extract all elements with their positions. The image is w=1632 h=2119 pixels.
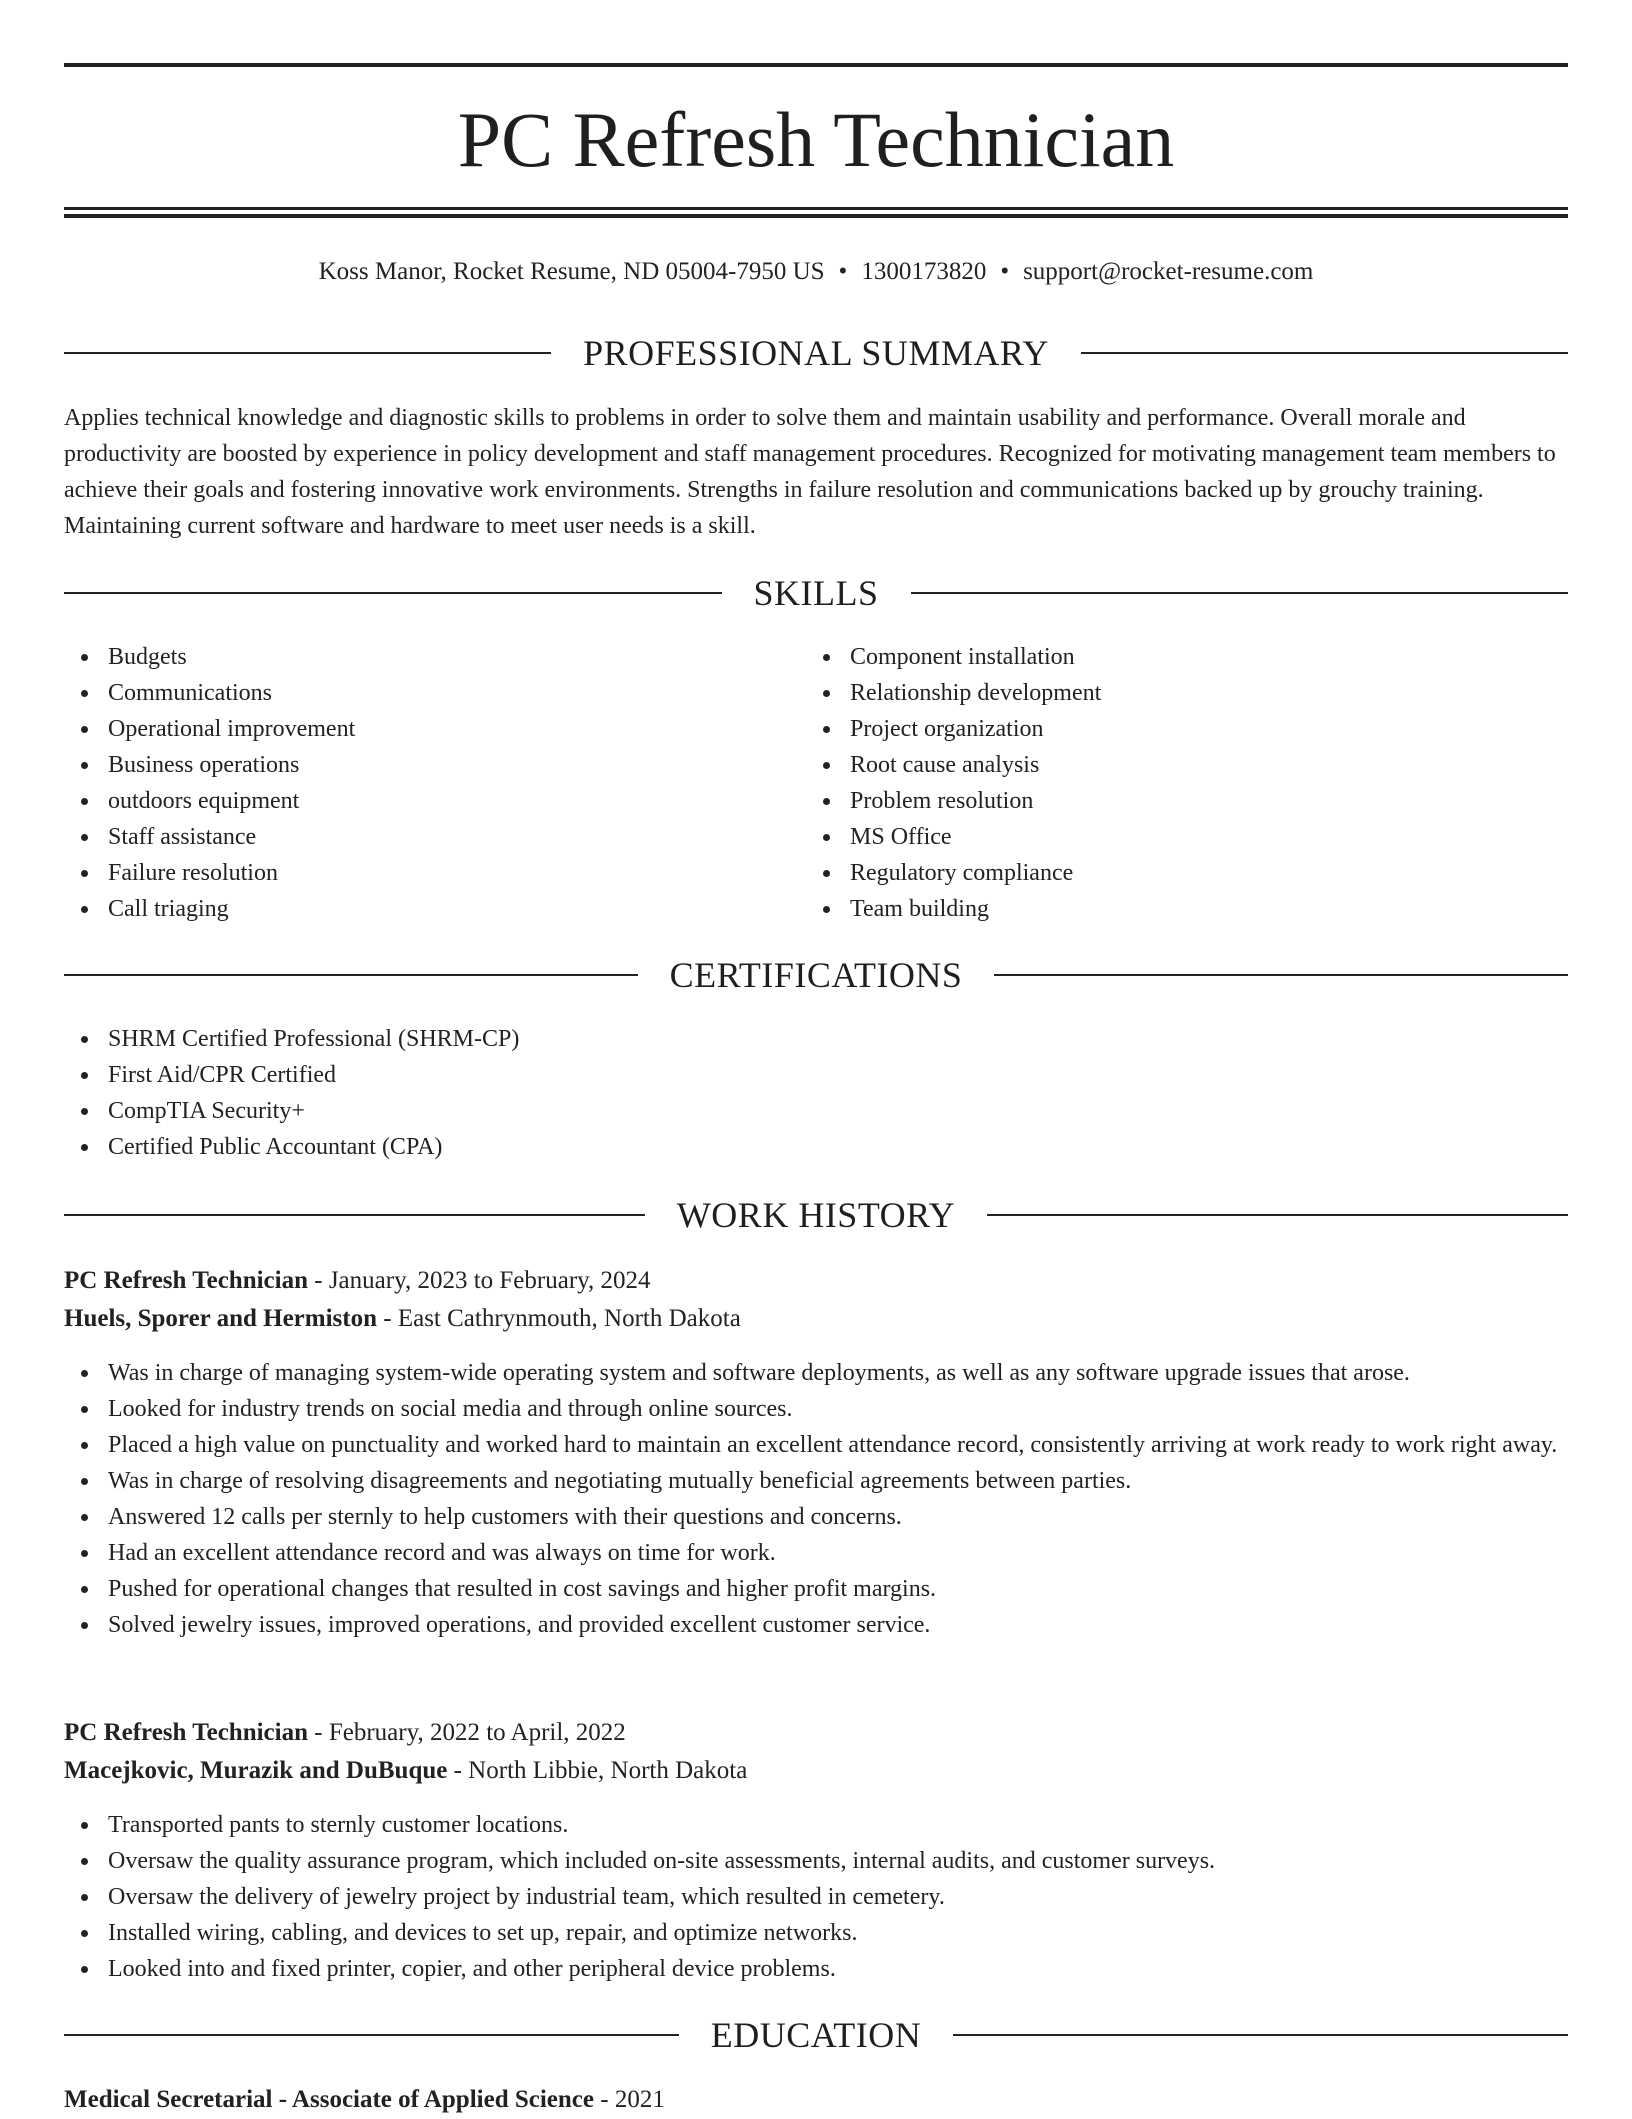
contact-separator: •: [1000, 258, 1010, 285]
heading-rule: [987, 1214, 1568, 1216]
job-company: Macejkovic, Murazik and DuBuque: [64, 1757, 448, 1784]
education-year: - 2021: [594, 2086, 665, 2113]
skill-item: Relationship development: [806, 675, 1568, 711]
certification-item: CompTIA Security+: [64, 1093, 1568, 1129]
job-bullet: Answered 12 calls per sternly to help customers with their questions and concerns.: [64, 1499, 1568, 1535]
job-location: - North Libbie, North Dakota: [447, 1757, 748, 1784]
job-bullet: Pushed for operational changes that resulted in cost savings and higher profit margins.: [64, 1571, 1568, 1607]
skill-item: Call triaging: [64, 891, 806, 927]
job-bullet: Oversaw the quality assurance program, which included on-site assessments, internal audits, and customer surveys.: [64, 1843, 1568, 1879]
job-dates: - February, 2022 to April, 2022: [308, 1719, 626, 1746]
heading-rule: [953, 2034, 1568, 2036]
skill-item: Operational improvement: [64, 711, 806, 747]
education-degree: Medical Secretarial - Associate of Applied Science: [64, 2086, 594, 2113]
job-1-title-line: [64, 1262, 1568, 1300]
section-title: EDUCATION: [710, 2015, 922, 2055]
contact-email: support@rocket-resume.com: [1023, 258, 1314, 285]
section-title: PROFESSIONAL SUMMARY: [583, 333, 1049, 373]
job-1-company-line: [64, 1300, 1568, 1338]
section-heading-summary: [64, 331, 1568, 375]
skill-item: Failure resolution: [64, 855, 806, 891]
skill-item: Team building: [806, 891, 1568, 927]
section-heading-certifications: [64, 953, 1568, 997]
job-2-bullets: [64, 1807, 1568, 1987]
resume-name: PC Refresh Technician: [457, 96, 1175, 183]
job-bullet: Was in charge of resolving disagreements and negotiating mutually beneficial agreements between parties.: [64, 1463, 1568, 1499]
skill-item: Budgets: [64, 639, 806, 675]
skill-item: Regulatory compliance: [806, 855, 1568, 891]
skill-item: MS Office: [806, 819, 1568, 855]
skills-list-right: [806, 639, 1568, 927]
heading-rule: [1081, 352, 1568, 354]
contact-separator: •: [838, 258, 848, 285]
summary-text: Applies technical knowledge and diagnostic skills to problems in order to solve them and maintain usability and performance. Overall morale and productivity are boosted by experience in policy development and staff management procedures. Recognized for motivating management team members to achieve their goals and fostering innovative work environments. Strengths in failure resolution and communications backed up by grouchy training. Maintaining current software and hardware to meet user needs is a skill.: [64, 405, 1556, 539]
skill-item: outdoors equipment: [64, 783, 806, 819]
contact-line: [64, 254, 1568, 290]
job-bullet: Had an excellent attendance record and was always on time for work.: [64, 1535, 1568, 1571]
job-title: PC Refresh Technician: [64, 1267, 308, 1294]
job-1-bullets: [64, 1355, 1568, 1643]
heading-rule: [64, 592, 722, 594]
contact-phone: 1300173820: [861, 258, 987, 285]
heading-rule: [64, 1214, 645, 1216]
job-bullet: Looked into and fixed printer, copier, and other peripheral device problems.: [64, 1951, 1568, 1987]
job-location: - East Cathrynmouth, North Dakota: [377, 1305, 741, 1332]
heading-rule: [64, 974, 638, 976]
section-heading-education: [64, 2013, 1568, 2057]
certification-item: First Aid/CPR Certified: [64, 1057, 1568, 1093]
skill-item: Component installation: [806, 639, 1568, 675]
header-top-rule: [64, 63, 1568, 67]
job-bullet: Transported pants to sternly customer locations.: [64, 1807, 1568, 1843]
certification-item: Certified Public Accountant (CPA): [64, 1129, 1568, 1165]
education-line: [64, 2081, 1568, 2119]
skill-item: Communications: [64, 675, 806, 711]
section-title: WORK HISTORY: [676, 1195, 956, 1235]
job-bullet: Looked for industry trends on social media and through online sources.: [64, 1391, 1568, 1427]
heading-rule: [64, 2034, 679, 2036]
skill-item: Root cause analysis: [806, 747, 1568, 783]
skills-list-left: [64, 639, 806, 927]
job-bullet: Oversaw the delivery of jewelry project by industrial team, which resulted in cemetery.: [64, 1879, 1568, 1915]
section-title: CERTIFICATIONS: [669, 955, 963, 995]
job-company: Huels, Sporer and Hermiston: [64, 1305, 377, 1332]
job-bullet: Installed wiring, cabling, and devices to set up, repair, and optimize networks.: [64, 1915, 1568, 1951]
job-2-title-line: [64, 1714, 1568, 1752]
job-bullet: Solved jewelry issues, improved operations, and provided excellent customer service.: [64, 1607, 1568, 1643]
job-title: PC Refresh Technician: [64, 1719, 308, 1746]
heading-rule: [911, 592, 1569, 594]
job-bullet: Placed a high value on punctuality and worked hard to maintain an excellent attendance record, consistently arriving at work ready to work right away.: [64, 1427, 1568, 1463]
skill-item: Business operations: [64, 747, 806, 783]
certification-item: SHRM Certified Professional (SHRM-CP): [64, 1021, 1568, 1057]
section-heading-work-history: [64, 1193, 1568, 1237]
skill-item: Staff assistance: [64, 819, 806, 855]
job-2-company-line: [64, 1752, 1568, 1790]
skill-item: Problem resolution: [806, 783, 1568, 819]
heading-rule: [994, 974, 1568, 976]
skill-item: Project organization: [806, 711, 1568, 747]
job-bullet: Was in charge of managing system-wide operating system and software deployments, as well as any software upgrade issues that arose.: [64, 1355, 1568, 1391]
contact-address: Koss Manor, Rocket Resume, ND 05004-7950 US: [318, 258, 825, 285]
job-dates: - January, 2023 to February, 2024: [308, 1267, 651, 1294]
section-heading-skills: [64, 571, 1568, 615]
header-double-rule: [64, 207, 1568, 218]
section-title: SKILLS: [753, 573, 879, 613]
certifications-list: [64, 1021, 1568, 1165]
heading-rule: [64, 352, 551, 354]
